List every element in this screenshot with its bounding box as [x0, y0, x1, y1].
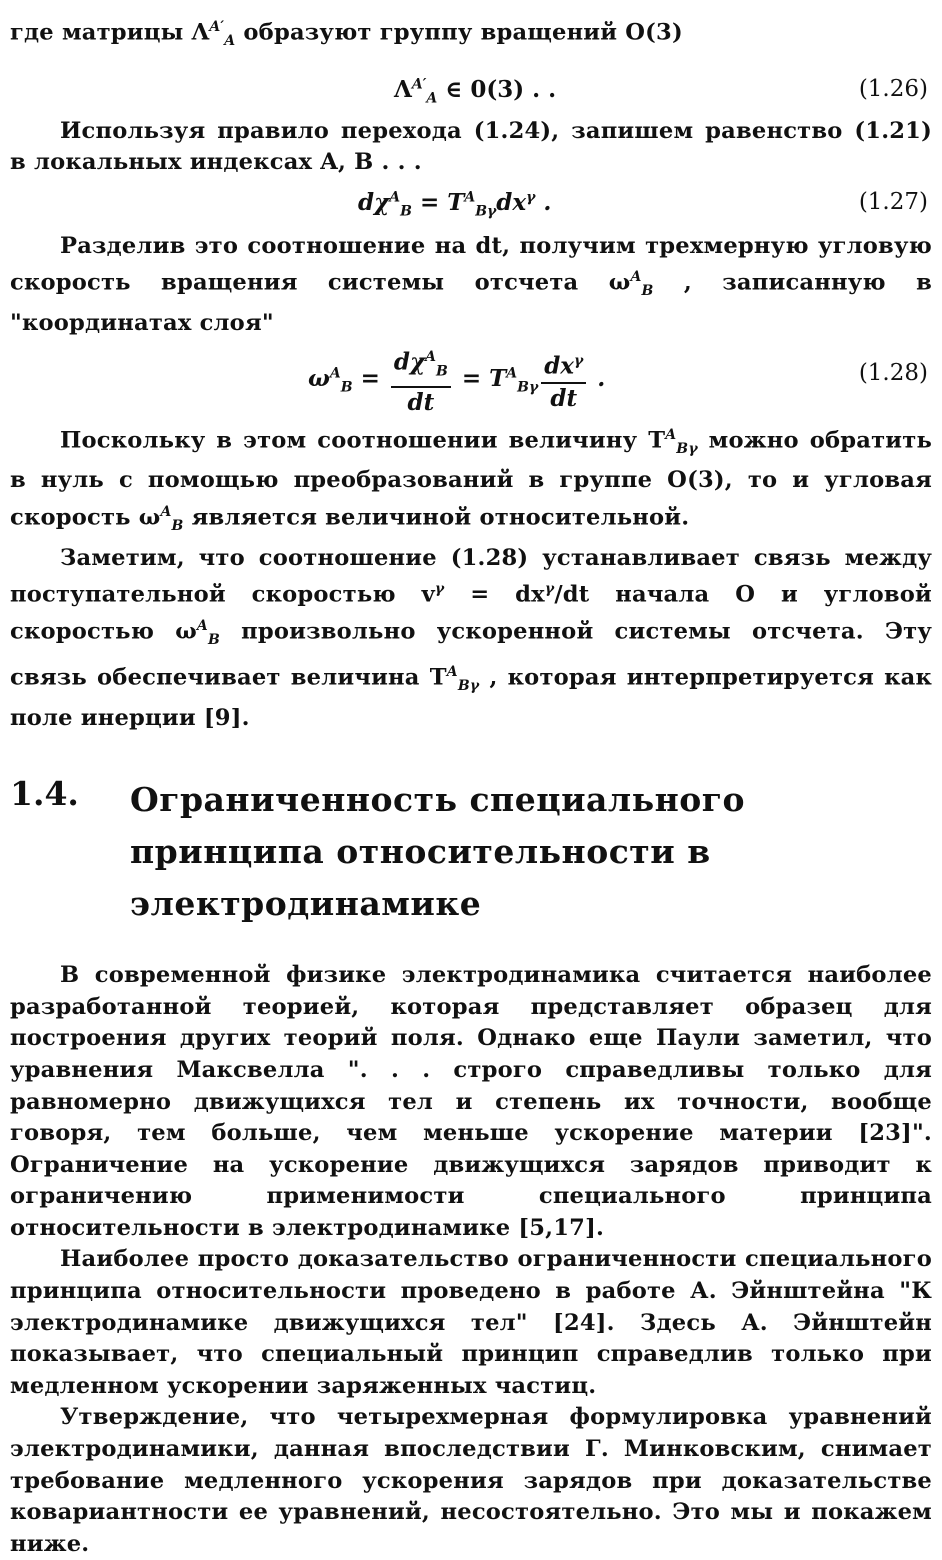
eq128-fraction-1 — [391, 342, 451, 418]
eq128-frac1-denominator: dt — [407, 388, 435, 416]
eq127-sup1: A — [389, 189, 401, 206]
eq128-frac1-sup: A — [425, 348, 437, 365]
eq128-frac1-top: dχ — [393, 348, 426, 376]
para2-sub: B — [641, 283, 654, 300]
para3-a-sub: Bγ — [676, 440, 698, 457]
eq127-sup2: A — [464, 189, 476, 206]
para4-b: = dx — [444, 581, 545, 608]
eq127-dchi: dχ — [358, 188, 390, 216]
para4-d-sub: Bγ — [457, 677, 480, 694]
equation-1-28 — [10, 342, 932, 416]
eq128-eq1: = — [352, 364, 388, 392]
para3-a: Поскольку в этом соотношении величину T — [60, 427, 666, 454]
para4-c-sub: B — [207, 632, 221, 649]
equation-number-1-27: (1.27) — [858, 188, 928, 215]
para2-rest: , записанную в "координатах слоя" — [10, 269, 932, 337]
intro-line — [10, 12, 932, 58]
eq128-frac2-top: dx — [544, 352, 575, 380]
intro-sup: A′ — [209, 19, 225, 35]
para4-d: произвольно ускоренной системы отсчета. Эту связь обеспечивает величина T — [10, 618, 932, 691]
paragraph-6 — [10, 1244, 932, 1402]
section-heading — [10, 774, 932, 930]
paragraph-3 — [10, 420, 932, 543]
para3-c: является величиной относительной. — [183, 504, 690, 531]
equation-1-27 — [10, 183, 932, 223]
section-title: Ограниченность специального принципа относительности в электродинамике — [130, 780, 745, 924]
para6-b: . — [588, 1372, 597, 1399]
eq128-frac1-numerator — [391, 342, 451, 388]
eq127-mid: = T — [411, 188, 465, 216]
eq127-sub1: B — [400, 203, 412, 220]
eq128-eq2: = T — [453, 364, 507, 392]
para4-a: Заметим, что соотношение (1.28) устанавливает связь между поступательной скоростью v — [10, 544, 932, 608]
para3-b-sub: B — [171, 517, 184, 534]
equation-1-26 — [10, 70, 932, 110]
para6-emphasis: специальный принцип справедлив только при медленном ускорении заряженных частиц — [10, 1341, 932, 1399]
paragraph-5: В современной физике электродинамика считается наиболее разработанной теорией, которая представляет образец для построения других теорий поля. Однако еще Паули заметил, что уравнения Максвелла ". . . строго справедливы только для равномерно движущихся тел и степень их точности, вообще говоря, тем больше, чем меньше ускорение материи [23]". Ограничение на ускорение движущихся зарядов приводит к ограничению применимости специального принципа относительности в электродинамике [5,17]. — [10, 962, 932, 1241]
intro-suffix: образуют группу вращений O(3) — [235, 19, 683, 46]
eq126-sub: A — [426, 90, 438, 107]
para4-e: , которая интерпретируется как поле инерции [9]. — [10, 664, 933, 731]
eq128-frac2-sup: γ — [574, 352, 584, 369]
para4-c-sup: A — [196, 618, 208, 635]
para4-d-sup: A — [446, 663, 458, 680]
intro-sub: A — [224, 33, 236, 50]
eq127-sub2: Bγ — [475, 203, 497, 220]
eq127-sup3: γ — [526, 189, 536, 206]
paragraph-1: Используя правило перехода (1.24), запишем равенство (1.21) в локальных индексах A, B . . . — [10, 117, 932, 176]
eq126-lhs: Λ — [394, 75, 412, 103]
para3-a-sup: A — [665, 426, 677, 443]
paragraph-7: Утверждение, что четырехмерная формулировка уравнений электродинамики, данная впоследствии Г. Минковским, снимает требование медленного ускорения зарядов при доказательстве ковариантности ее уравнений, несостоятельно. Это мы и покажем ниже. — [10, 1404, 932, 1557]
eq127-end: . — [535, 188, 552, 216]
eq128-t-sup: A — [506, 365, 518, 382]
para2-text: Разделив это соотношение на dt, получим трехмерную угловую скорость вращения системы отсчета ω — [10, 232, 932, 296]
para3-b-sup: A — [160, 503, 172, 520]
page — [10, 8, 932, 1560]
equation-number-1-26: (1.26) — [858, 75, 928, 102]
eq128-frac2-denominator: dt — [550, 384, 578, 412]
equation-1-28-body — [308, 342, 605, 418]
eq128-lhs-sup: A — [329, 365, 341, 382]
equation-number-1-28: (1.28) — [858, 359, 928, 386]
eq128-lhs-sub: B — [340, 379, 353, 396]
eq127-dx: dx — [496, 188, 527, 216]
intro-text: где матрицы Λ — [10, 19, 210, 46]
para3-b: можно обратить в нуль с помощью преобразований в группе O(3), то и угловая скорость ω — [10, 427, 932, 531]
eq128-omega: ω — [308, 364, 330, 392]
section-number: 1.4. — [10, 774, 79, 814]
eq128-end: . — [589, 364, 606, 392]
para4-c: /dt начала O и угловой скоростью ω — [10, 581, 932, 645]
para6-a: Наиболее просто доказательство ограниченности специального принципа относительности проведено в работе А. Эйнштейна "К электродинамике движущихся тел" [24]. Здесь А. Эйнштейн показывает, что — [10, 1246, 932, 1368]
paragraph-4 — [10, 543, 932, 735]
para4-b-sup: γ — [544, 581, 555, 598]
para4-a-sup: γ — [434, 581, 445, 598]
equation-1-26-body — [394, 76, 556, 107]
eq128-frac2-numerator — [541, 346, 586, 384]
eq128-fraction-2 — [541, 346, 586, 414]
paragraph-2 — [10, 231, 932, 340]
equation-1-27-body — [358, 189, 551, 220]
para2-sup: A — [630, 269, 642, 286]
eq126-sup: A′ — [411, 75, 427, 92]
eq128-frac1-sub: B — [436, 362, 448, 379]
eq128-t-sub: Bγ — [517, 379, 539, 396]
eq126-rhs: ∈ 0(3) . . — [437, 75, 557, 103]
